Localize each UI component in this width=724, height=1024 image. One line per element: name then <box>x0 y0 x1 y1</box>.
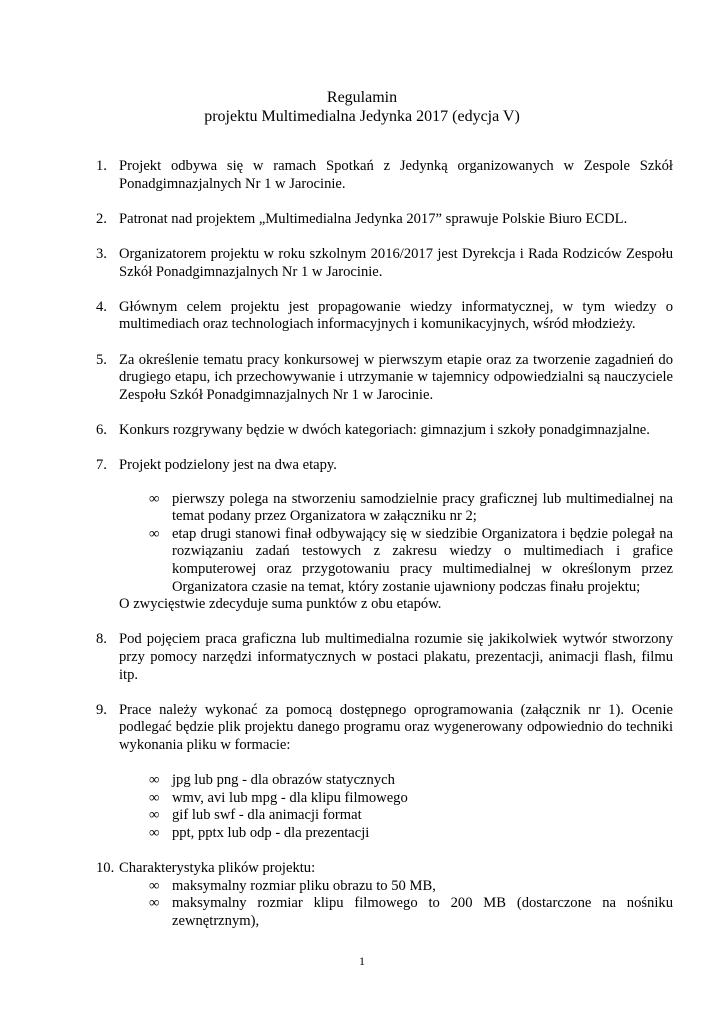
infinity-bullet-icon: ∞ <box>149 895 160 912</box>
bullet-item <box>149 491 673 526</box>
bullet-item <box>149 526 673 596</box>
rule-text: Patronat nad projektem „Multimedialna Jedynka 2017” sprawuje Polskie Biuro ECDL. <box>119 210 628 227</box>
rule-number: 2. <box>96 210 107 227</box>
rule-text: Organizatorem projektu w roku szkolnym 2016/2017 jest Dyrekcja i Rada Rodziców Zespołu Szkół Ponadgimnazjalnych Nr 1 w Jarocinie. <box>119 245 673 280</box>
infinity-bullet-icon: ∞ <box>149 807 160 824</box>
rule-number: 1. <box>96 158 107 174</box>
rules-list <box>96 158 673 948</box>
rule-item-6 <box>96 422 673 440</box>
bullet-list <box>119 491 673 597</box>
bullet-text: maksymalny rozmiar klipu filmowego to 200 MB (dostarczone na nośniku zewnętrznym), <box>172 895 673 929</box>
page-number: 1 <box>359 954 365 968</box>
infinity-bullet-icon: ∞ <box>149 877 160 894</box>
infinity-bullet-icon: ∞ <box>149 824 160 841</box>
rule-text: Głównym celem projektu jest propagowanie wiedzy informatycznej, w tym wiedzy o multimediach oraz technologiach informacyjnych i komunikacyjnych, wśród młodzieży. <box>119 298 673 333</box>
rule-text: Pod pojęciem praca graficzna lub multimedialna rozumie się jakikolwiek wytwór stworzony przy pomocy narzędzi informatycznych w postaci plakatu, prezentacji, animacji flash, filmu itp. <box>119 631 673 683</box>
bullet-text: jpg lub png - dla obrazów statycznych <box>172 772 395 789</box>
infinity-bullet-icon: ∞ <box>149 525 160 542</box>
bullet-text: pierwszy polega na stworzeniu samodzielnie pracy graficznej lub multimedialnej na temat podany przez Organizatora w załączniku nr 2; <box>172 490 673 525</box>
rule-number: 8. <box>96 631 107 648</box>
rule-text: Projekt podzielony jest na dwa etapy. <box>119 457 337 474</box>
bullet-item <box>149 895 673 930</box>
infinity-bullet-icon: ∞ <box>149 789 160 806</box>
rule-number: 9. <box>96 701 107 718</box>
bullet-text: wmv, avi lub mpg - dla klipu filmowego <box>172 789 408 806</box>
rule-item-1 <box>96 158 673 193</box>
rule-item-8 <box>96 631 673 684</box>
rule-item-2 <box>96 211 673 229</box>
bullet-item <box>149 807 673 825</box>
rule-number: 10. <box>96 860 115 877</box>
bullet-item <box>149 790 673 808</box>
rule-number: 6. <box>96 421 107 438</box>
rule-number: 4. <box>96 298 107 315</box>
rule-text: Konkurs rozgrywany będzie w dwóch kategoriach: gimnazjum i szkoły ponadgimnazjalne. <box>119 421 650 438</box>
bullet-item <box>149 878 673 896</box>
infinity-bullet-icon: ∞ <box>149 772 160 789</box>
infinity-bullet-icon: ∞ <box>149 490 160 507</box>
bullet-list <box>119 772 673 842</box>
title-line-2: projektu Multimedialna Jedynka 2017 (edycja V) <box>204 108 520 125</box>
rule-item-10 <box>96 860 673 930</box>
rule-text: Za określenie tematu pracy konkursowej w pierwszym etapie oraz za tworzenie zagadnień do drugiego etapu, ich przechowywanie i utrzymanie w tajemnicy odpowiedzialni są nauczyciele Zespołu Szkół Ponadgimnazjalnych Nr 1 w Jarocinie. <box>119 351 673 403</box>
rule-text: Prace należy wykonać za pomocą dostępnego oprogramowania (załącznik nr 1). Ocenie podlegać będzie plik projektu danego programu oraz wygenerowany odpowiednio do techniki wykonania pliku w formacie: <box>119 701 673 753</box>
rule-number: 5. <box>96 351 107 368</box>
rule-conclusion: O zwycięstwie zdecyduje suma punktów z obu etapów. <box>119 596 442 613</box>
rule-text: Charakterystyka plików projektu: <box>119 860 316 877</box>
rule-item-5 <box>96 352 673 405</box>
title-line-1: Regulamin <box>326 89 398 106</box>
bullet-item <box>149 772 673 790</box>
rule-item-9 <box>96 702 673 843</box>
rule-number: 7. <box>96 457 107 474</box>
rule-item-3 <box>96 246 673 281</box>
document-title <box>0 88 724 126</box>
bullet-text: gif lub swf - dla animacji format <box>172 807 362 824</box>
bullet-list <box>119 878 673 931</box>
rule-text: Projekt odbywa się w ramach Spotkań z Jedynką organizowanych w Zespole Szkół Ponadgimnazjalnych Nr 1 w Jarocinie. <box>119 158 673 192</box>
bullet-text: maksymalny rozmiar pliku obrazu to 50 MB, <box>172 877 436 894</box>
rule-item-7 <box>96 457 673 614</box>
bullet-text: etap drugi stanowi finał odbywający się w siedzibie Organizatora i będzie polegał na rozwiązaniu zadań testowych z zakresu wiedzy o multimediach i grafice komputerowej oraz przygotowaniu pracy multimedialnej w określonym przez Organizatora czasie na temat, który zostanie ujawniony podczas finału projektu; <box>172 525 673 595</box>
rule-number: 3. <box>96 245 107 262</box>
rule-item-4 <box>96 299 673 334</box>
bullet-item <box>149 825 673 843</box>
bullet-text: ppt, pptx lub odp - dla prezentacji <box>172 824 370 841</box>
